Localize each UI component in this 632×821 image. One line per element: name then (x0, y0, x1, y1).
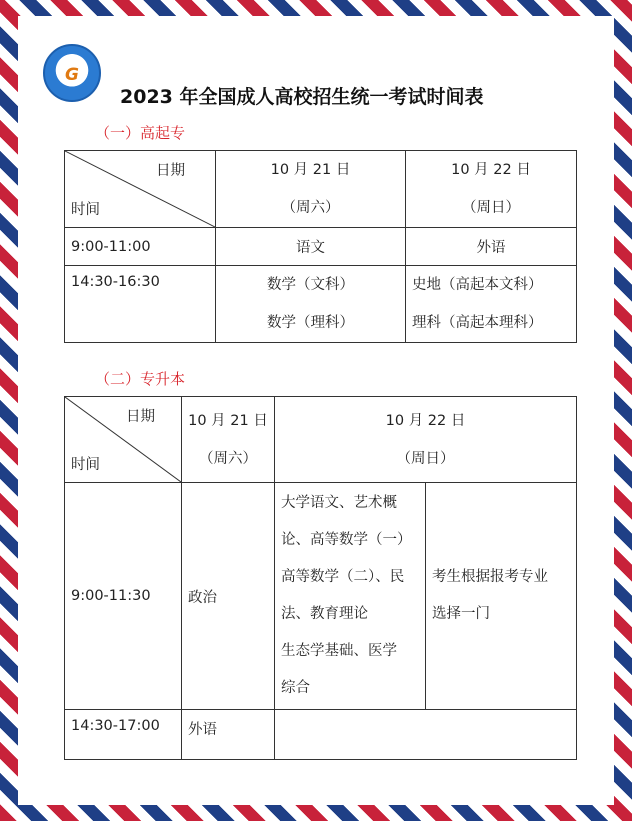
subject-cell: 外语 (406, 228, 577, 266)
day1-weekday: （周六） (281, 200, 340, 216)
time-cell: 9:00-11:00 (65, 228, 216, 266)
subject-cell: 政治 (182, 483, 275, 710)
schedule-table-zhuanshengben (64, 396, 577, 760)
time-cell: 14:30-16:30 (65, 266, 216, 343)
time-cell: 14:30-17:00 (65, 710, 182, 760)
table-header-row (65, 151, 577, 228)
subject-cell: 语文 (216, 228, 406, 266)
subject-line: 大学语文、艺术概 (281, 495, 397, 511)
subject-line: 生态学基础、医学 (281, 643, 397, 659)
table-row (65, 266, 577, 343)
table-row (65, 228, 577, 266)
diagonal-header-cell (65, 151, 216, 228)
logo-mark: G (65, 65, 79, 85)
note-line: 选择一门 (432, 606, 490, 622)
table-row (65, 710, 577, 760)
table-header-row (65, 397, 577, 483)
day2-date: 10 月 22 日 (385, 412, 466, 429)
subject-line: 综合 (281, 680, 310, 696)
day1-header (216, 151, 406, 228)
day2-header (406, 151, 577, 228)
date-label: 日期 (156, 163, 185, 179)
time-label: 时间 (71, 457, 100, 473)
section-heading-zhuanshengben: （二）专升本 (95, 370, 186, 388)
day2-header (275, 397, 577, 483)
schedule-table-gaoqizhuan (64, 150, 577, 343)
day1-date: 10 月 21 日 (188, 412, 268, 429)
subject-cell: 外语 (182, 710, 275, 760)
note-cell (426, 483, 577, 710)
school-logo (43, 44, 101, 102)
subject-line: 法、教育理论 (281, 606, 368, 622)
subject-line: 数学（文科） (267, 277, 354, 293)
empty-cell (275, 710, 577, 760)
subject-line: 史地（高起本文科） (412, 277, 543, 293)
time-label: 时间 (71, 202, 100, 218)
day1-date: 10 月 21 日 (270, 162, 351, 178)
diagonal-header-cell (65, 397, 182, 483)
subject-line: 数学（理科） (267, 315, 354, 331)
subject-cell (406, 266, 577, 343)
day1-header (182, 397, 275, 483)
day1-weekday: （周六） (199, 450, 257, 467)
table-row (65, 483, 577, 710)
subject-line: 论、高等数学（一） (281, 532, 412, 548)
day2-weekday: （周日） (462, 200, 520, 216)
day2-weekday: （周日） (396, 450, 455, 467)
day2-date: 10 月 22 日 (451, 162, 531, 178)
date-label: 日期 (126, 409, 155, 425)
subject-group-cell (275, 483, 426, 710)
subject-cell (216, 266, 406, 343)
time-cell: 9:00-11:30 (65, 483, 182, 710)
note-line: 考生根据报考专业 (432, 569, 548, 585)
subject-line: 高等数学（二）、民 (281, 569, 405, 585)
subject-line: 理科（高起本理科） (412, 315, 543, 331)
page-title: 2023 年全国成人高校招生统一考试时间表 (120, 86, 484, 108)
section-heading-gaoqizhuan: （一）高起专 (95, 124, 186, 142)
